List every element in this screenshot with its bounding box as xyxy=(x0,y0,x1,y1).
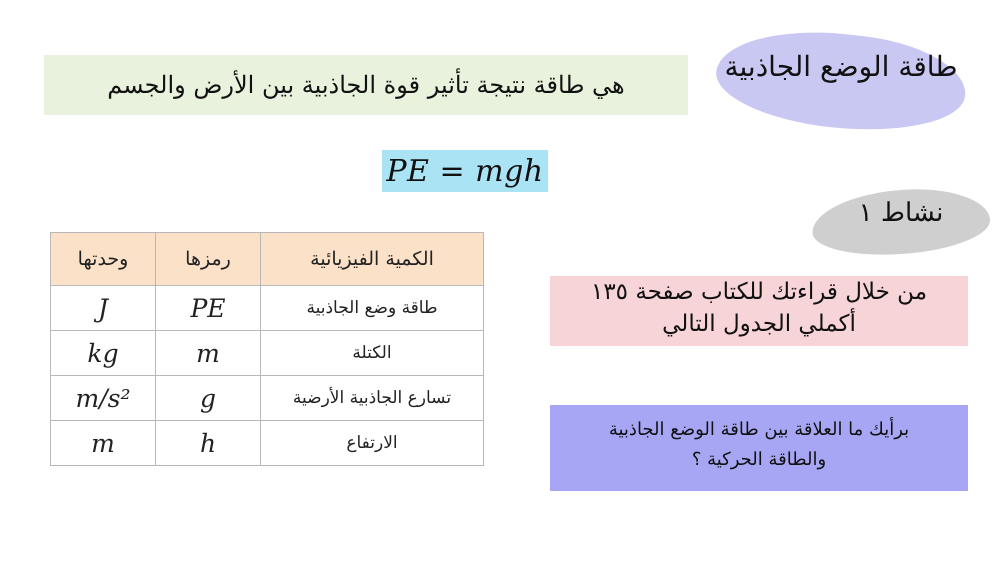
table-header-row xyxy=(51,233,484,286)
cell-symbol: m xyxy=(156,331,261,376)
cell-quantity: الارتفاع xyxy=(261,421,484,466)
cell-unit: m/s² xyxy=(51,376,156,421)
cell-symbol: PE xyxy=(156,286,261,331)
cell-quantity: الكتلة xyxy=(261,331,484,376)
question-box xyxy=(550,405,968,491)
cell-unit: J xyxy=(51,286,156,331)
instruction-box xyxy=(550,276,968,346)
formula-text: PE = mgh xyxy=(386,153,544,189)
cell-unit: kg xyxy=(51,331,156,376)
cell-symbol: h xyxy=(156,421,261,466)
cell-unit: m xyxy=(51,421,156,466)
cell-symbol: g xyxy=(156,376,261,421)
activity-label: نشاط ١ xyxy=(858,198,944,228)
cell-quantity: تسارع الجاذبية الأرضية xyxy=(261,376,484,421)
table-row xyxy=(51,376,484,421)
quantities-table xyxy=(50,232,484,466)
formula-box xyxy=(382,150,548,192)
cell-quantity: طاقة وضع الجاذبية xyxy=(261,286,484,331)
table-row xyxy=(51,331,484,376)
header-quantity: الكمية الفيزيائية xyxy=(261,233,484,286)
definition-text: هي طاقة نتيجة تأثير قوة الجاذبية بين الأرض والجسم xyxy=(107,71,625,99)
definition-box xyxy=(44,55,688,115)
table-row xyxy=(51,286,484,331)
page-title: طاقة الوضع الجاذبية xyxy=(724,50,958,83)
table-row xyxy=(51,421,484,466)
instruction-line-1: من خلال قراءتك للكتاب صفحة ١٣٥ xyxy=(590,279,928,305)
header-symbol: رمزها xyxy=(156,233,261,286)
question-line-1: برأيك ما العلاقة بين طاقة الوضع الجاذبية xyxy=(608,419,910,440)
instruction-line-2: أكملي الجدول التالي xyxy=(662,311,856,337)
header-unit: وحدتها xyxy=(51,233,156,286)
question-line-2: والطاقة الحركية ؟ xyxy=(691,449,827,470)
